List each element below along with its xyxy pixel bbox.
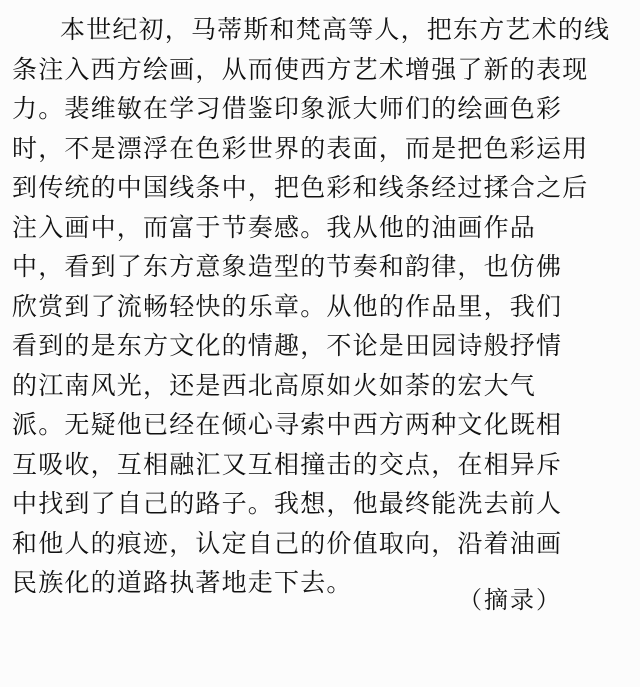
text-line-2: 条注入西方绘画，从而使西方艺术增强了新的表现 — [12, 54, 589, 84]
text-line-5: 到传统的中国线条中，把色彩和线条经过揉合之后 — [12, 173, 589, 202]
text-line-14: 和他人的痕迹，认定自己的价值取向，沿着油画 — [12, 528, 563, 558]
text-line-3: 力。裴维敏在学习借鉴印象派大师们的绘画色彩 — [12, 94, 563, 123]
text-line-6: 注入画中，而富于节奏感。我从他的油画作品 — [12, 212, 537, 242]
source-note: （摘录） — [458, 586, 562, 614]
text-line-11: 派。无疑他已经在倾心寻索中西方两种文化既相 — [12, 410, 563, 439]
text-line-10: 的江南风光，还是西北高原如火如荼的宏大气 — [12, 370, 537, 400]
text-line-8: 欣赏到了流畅轻快的乐章。从他的作品里，我们 — [12, 291, 563, 321]
text-line-12: 互吸收，互相融汇又互相撞击的交点，在相异斥 — [12, 449, 563, 479]
article-body — [12, 10, 622, 603]
text-line-15: 民族化的道路执著地走下去。 — [12, 568, 353, 597]
text-line-4: 时，不是漂浮在色彩世界的表面，而是把色彩运用 — [12, 133, 589, 163]
text-line-9: 看到的是东方文化的情趣，不论是田园诗般抒情 — [12, 331, 563, 360]
text-line-13: 中找到了自己的路子。我想，他最终能洗去前人 — [12, 489, 563, 518]
text-line-7: 中，看到了东方意象造型的节奏和韵律，也仿佛 — [12, 252, 563, 281]
text-line-1: 本世纪初，马蒂斯和梵高等人，把东方艺术的线 — [60, 15, 611, 44]
